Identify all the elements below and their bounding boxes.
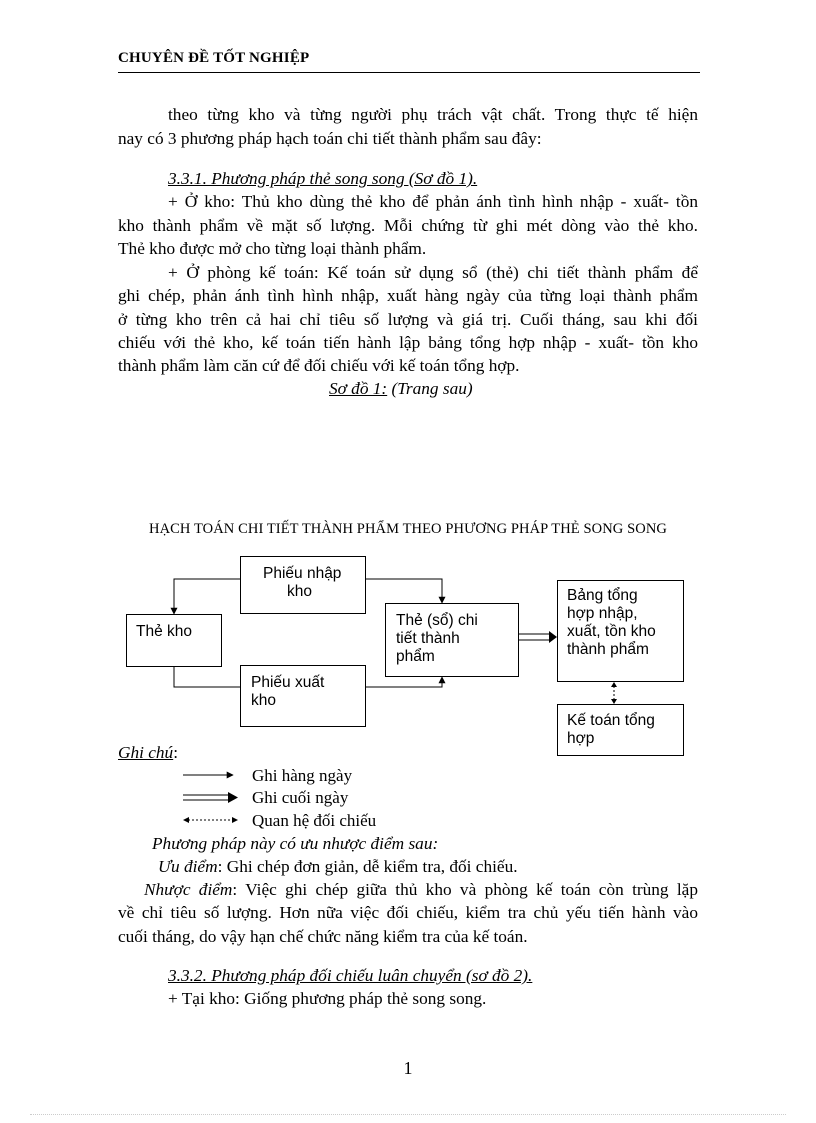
box-the-kho-line-1: Thẻ kho	[136, 623, 193, 640]
advantage-text: : Ghi chép đơn giản, dễ kiểm tra, đối chiếu.	[217, 857, 518, 876]
box-bang-tong-line-2: hợp nhập,	[567, 605, 638, 622]
intro-line-1: theo từng kho và từng người phụ trách vật chất. Trong thực tế hiện	[168, 105, 698, 124]
legend-monthend-label: Ghi cuối ngày	[252, 788, 349, 807]
advantage-label: Ưu điểm	[158, 857, 218, 876]
disadvantage-line-3: cuối tháng, do vậy hạn chế chức năng kiểm tra của kế toán.	[118, 927, 528, 946]
legend-reconcile-arrow-right	[232, 817, 238, 823]
box-the-so-chi-tiet	[385, 603, 519, 677]
box-bang-tong-line-1: Bảng tổng	[567, 587, 638, 604]
connector-double-arrowhead	[549, 631, 557, 643]
page-bottom-edge	[30, 1114, 786, 1115]
disadvantage-text: : Việc ghi chép giữa thủ kho và phòng kế toán còn trùng lặp	[232, 880, 698, 899]
legend-reconcile-label: Quan hệ đối chiếu	[252, 811, 377, 830]
disadvantage-line-1	[144, 878, 698, 901]
evaluation-intro: Phương pháp này có ưu nhược điểm sau:	[152, 834, 439, 853]
box-the-so-line-2: tiết thành	[396, 630, 460, 647]
kho-line-3: Thẻ kho được mở cho từng loại thành phẩm.	[118, 239, 427, 258]
box-phieu-xuat-line-2: kho	[251, 692, 276, 709]
legend-reconcile-arrow-left	[183, 817, 189, 823]
box-phieu-nhap-kho	[240, 556, 366, 614]
box-bang-tong-hop	[557, 580, 684, 682]
diagram-title: HẠCH TOÁN CHI TIẾT THÀNH PHẨM THEO PHƯƠNG PHÁP THẺ SONG SONG	[149, 521, 667, 537]
box-the-kho	[126, 614, 222, 667]
box-ke-toan-line-1: Kế toán tổng	[567, 712, 655, 729]
ketoan-line-3: ở từng kho trên cả hai chỉ tiêu số lượng và giá trị. Cuối tháng, sau khi đối	[118, 310, 698, 329]
ketoan-line-1: + Ở phòng kế toán: Kế toán sử dụng sổ (thẻ) chi tiết thành phẩm để	[168, 263, 698, 282]
box-ke-toan-line-2: hợp	[567, 730, 595, 747]
disadvantage-label: Nhược điểm	[144, 880, 233, 899]
ketoan-line-4: chiếu với thẻ kho, kế toán tiến hành lập bảng tổng hợp nhập - xuất- tồn kho	[118, 333, 698, 352]
section-332-heading: 3.3.2. Phương pháp đối chiếu luân chuyển (sơ đồ 2).	[168, 966, 533, 985]
legend-monthend-arrowhead	[228, 792, 238, 803]
page-number: 1	[403, 1058, 413, 1078]
legend-title-colon: :	[173, 743, 179, 762]
box-phieu-xuat-kho	[240, 665, 366, 727]
ketoan-line-5: thành phẩm làm căn cứ để đối chiếu với kế toán tổng hợp.	[118, 356, 520, 375]
kho-line-2: kho thành phẩm về mặt số lượng. Mỗi chứng từ ghi mét dòng vào thẻ kho.	[118, 216, 698, 235]
box-phieu-xuat-line-1: Phiếu xuất	[251, 674, 325, 691]
running-header: CHUYÊN ĐỀ TỐT NGHIỆP	[118, 50, 310, 66]
legend-title-text: Ghi chú	[118, 743, 174, 762]
connector-reconcile-arrow-up	[611, 682, 617, 687]
section-332-line-1: + Tại kho: Giống phương pháp thẻ song song.	[168, 989, 487, 1008]
disadvantage-line-2: về chỉ tiêu số lượng. Hơn nữa việc đối chiếu, kiểm tra chủ yếu tiến hành vào	[118, 903, 698, 922]
diagram-ref-note: (Trang sau)	[387, 379, 473, 398]
section-331-heading: 3.3.1. Phương pháp thẻ song song (Sơ đồ 1).	[168, 169, 478, 188]
box-phieu-nhap-line-2: kho	[287, 583, 312, 600]
box-bang-tong-line-3: xuất, tồn kho	[567, 623, 656, 640]
connector-phieu-nhap-to-the-kho	[174, 579, 240, 614]
box-the-so-line-3: phẩm	[396, 648, 435, 665]
connector-phieu-nhap-to-the-so	[366, 579, 442, 603]
intro-line-2: nay có 3 phương pháp hạch toán chi tiết thành phẩm sau đây:	[118, 129, 542, 148]
box-the-so-line-1: Thẻ (sổ) chi	[396, 612, 478, 629]
box-bang-tong-line-4: thành phẩm	[567, 641, 649, 658]
ketoan-line-2: ghi chép, phản ánh tình hình nhập, xuất hàng ngày của từng loại thành phẩm	[118, 286, 698, 305]
legend-daily-label: Ghi hàng ngày	[252, 766, 353, 785]
diagram-ref-label: Sơ đồ 1:	[329, 379, 388, 398]
box-phieu-nhap-line-1: Phiếu nhập	[263, 565, 342, 582]
advantage-line	[158, 855, 738, 878]
kho-line-1: + Ở kho: Thủ kho dùng thẻ kho để phản ánh tình hình nhập - xuất- tồn	[168, 192, 698, 211]
legend-title	[118, 741, 698, 764]
connector-phieu-xuat-to-the-so	[366, 677, 442, 687]
